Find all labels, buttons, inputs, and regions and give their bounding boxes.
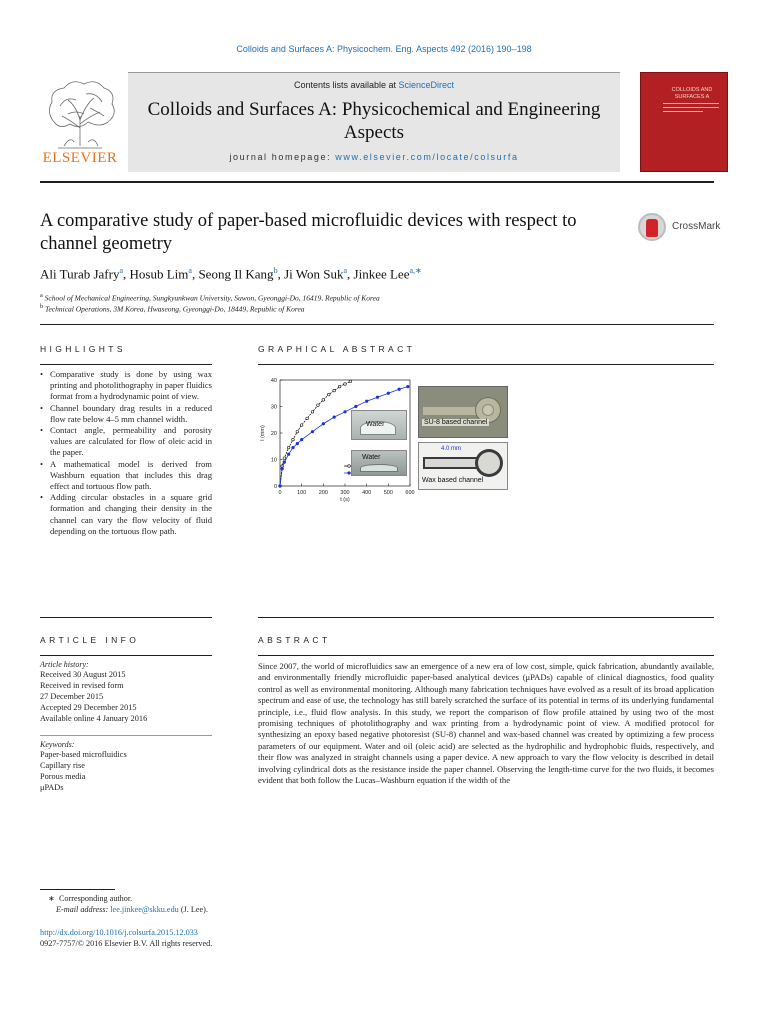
- data-point: [279, 485, 282, 488]
- data-point: [344, 383, 347, 386]
- keywords: [40, 740, 212, 793]
- history-item: 27 December 2015: [40, 692, 104, 701]
- author-name: Seong Il Kang: [198, 266, 274, 282]
- wax-channel-label: Wax based channel: [422, 477, 484, 484]
- author-affil-mark[interactable]: b: [273, 266, 278, 275]
- abstract-text: Since 2007, the world of microfluidics saw an emergence of a new era of low cost, simple, quick fabrication, abundantly available, and environmentally friendly microfluidic paper-based analytical devices (μPADs) capable of clinical diagnostics, food quality control as well as environmental monitoring. Although many fabrication techniques have evolved as a result of its broad application spectrum and ease of use, the technology has still barely scratched the surface of its potential in terms of its underlying fundamental principle, i.e., fluid flow analysis. In this study, we report the comparison of flow profile attained by using two of the most promising techniques of photolithography and wax printing from a hydrodynamic point of view. A modified protocol for synthesizing an epoxy based negative photoresist (SU-8) channel and wax-based channel was created by optimizing a few process parameters of our equipment. Water and oil (oleic acid) are selected as the hydrophilic and hydrophobic fluids, respectively, and their flow was analyzed in straight channels using a paper device. A new approach to vary the flow velocity is described in detail involving cylindrical dots as the resistance inside the paper channel. Observing the length-time curve for the two fluids, it becomes evident that both follow the Lucas–Washburn equation if the width of the: [258, 661, 714, 786]
- droplet-label: Water: [362, 454, 381, 461]
- corresponding-author-note: ∗ Corresponding author.: [48, 894, 133, 903]
- crossmark-icon: [638, 213, 666, 241]
- data-point: [296, 430, 299, 433]
- cover-rule: [663, 103, 719, 104]
- data-point: [365, 400, 368, 403]
- crossmark-label: CrossMark: [672, 221, 721, 232]
- y-tick-label: 10: [270, 457, 277, 464]
- data-point: [300, 424, 303, 427]
- affiliation: $^a$ School of Mechanical Engineering, Sungkyunkwan University, Suwon, Gyeonggi-Do, 16419, Republic of Korea: [40, 292, 380, 303]
- elsevier-wordmark: ELSEVIER: [42, 150, 118, 166]
- highlights-list: [40, 369, 212, 537]
- data-point: [349, 380, 352, 383]
- data-point: [344, 411, 347, 414]
- data-point: [300, 438, 303, 441]
- data-point: [306, 417, 309, 420]
- email-note: E-mail address: lee.jinkee@skku.edu (J. Lee).: [56, 905, 208, 914]
- email-link[interactable]: lee.jinkee@skku.edu: [110, 905, 179, 914]
- journal-citation[interactable]: Colloids and Surfaces A: Physicochem. Eng. Aspects 492 (2016) 190–198: [236, 44, 532, 54]
- cover-title: COLLOIDS AND SURFACES A: [671, 87, 713, 100]
- x-tick-label: 500: [383, 490, 393, 496]
- channel-width-label: 4.0 mm: [441, 446, 462, 452]
- contents-prefix: Contents lists available at: [293, 80, 399, 90]
- data-point: [355, 405, 358, 408]
- cover-rule: [663, 111, 703, 112]
- x-tick-label: 200: [318, 490, 328, 496]
- data-point: [283, 461, 286, 464]
- section-rule: [40, 364, 212, 365]
- author-name: Ali Turab Jafry: [40, 266, 120, 282]
- contact-angle-photo-bottom: [351, 450, 407, 476]
- data-point: [338, 385, 341, 388]
- journal-title: Colloids and Surfaces A: Physicochemical and Engineering Aspects: [147, 99, 601, 143]
- graphical-abstract: [258, 368, 714, 508]
- affiliation: $^b$ Technical Operations, 3M Korea, Hwaseong, Gyeonggi-Do, 18449, Republic of Korea: [40, 303, 305, 314]
- wax-channel-photo: [418, 442, 508, 490]
- sciencedirect-link[interactable]: ScienceDirect: [398, 80, 455, 90]
- legend-marker: [348, 465, 351, 468]
- data-point: [287, 453, 290, 456]
- author-affil-mark[interactable]: a: [343, 266, 348, 275]
- data-point: [322, 399, 325, 402]
- history-item: Available online 4 January 2016: [40, 714, 148, 723]
- highlight-item: • Adding circular obstacles in a square grid formation and changing their density in the channel can vary the flow velocity of fluid depending on the tortuous flow path.: [40, 492, 212, 537]
- section-rule: [40, 617, 212, 618]
- data-point: [398, 388, 401, 391]
- copyright-notice: 0927-7757/© 2016 Elsevier B.V. All rights reserved.: [40, 939, 213, 948]
- data-point: [296, 442, 299, 445]
- section-rule: [258, 655, 714, 656]
- data-point: [333, 389, 336, 392]
- droplet-label: Water: [366, 421, 385, 428]
- graphical-abstract-heading: GRAPHICAL ABSTRACT: [258, 344, 416, 354]
- highlight-item: • Comparative study is done by using wax printing and photolithography in paper fluidics format from a hydrodynamic point of view.: [40, 369, 212, 403]
- contents-line: [128, 80, 620, 90]
- article-title: A comparative study of paper-based microfluidic devices with respect to channel geometry: [40, 211, 577, 254]
- header-rule: [40, 181, 714, 183]
- data-point: [287, 446, 290, 449]
- x-axis-label: t (s): [340, 497, 350, 503]
- data-point: [292, 438, 295, 441]
- section-rule: [258, 364, 714, 365]
- y-axis-label: l (mm): [260, 425, 266, 441]
- legend-marker: [348, 472, 351, 475]
- author-affil-mark[interactable]: a: [188, 266, 192, 275]
- author-name: Hosub Lim: [129, 266, 189, 282]
- x-tick-label: 300: [340, 490, 350, 496]
- data-point: [311, 430, 314, 433]
- cover-rule: [663, 107, 719, 108]
- data-point: [311, 411, 314, 414]
- su8-channel-label: SU-8 based channel: [424, 419, 488, 426]
- abstract-heading: ABSTRACT: [258, 635, 331, 645]
- footnote-rule: [40, 889, 115, 890]
- history-item: Accepted 29 December 2015: [40, 703, 137, 712]
- author-list: Ali Turab Jafry$^a$, Hosub Lim$^a$, Seong Il Kang$^b$, Ji Won Suk$^a$, Jinkee Lee$^{a,∗}$: [40, 266, 422, 282]
- homepage-link[interactable]: www.elsevier.com/locate/colsurfa: [335, 152, 519, 162]
- keyword-item: Capillary rise: [40, 761, 85, 770]
- article-history: [40, 660, 212, 724]
- section-rule: [40, 324, 714, 325]
- su8-channel-photo: [418, 386, 508, 438]
- highlight-item: • Contact angle, permeability and porosity values are calculated for flow of oleic acid in the paper.: [40, 425, 212, 459]
- series-line: [280, 381, 350, 486]
- doi-link[interactable]: http://dx.doi.org/10.1016/j.colsurfa.2015.12.033: [40, 928, 198, 937]
- y-tick-label: 30: [270, 404, 277, 411]
- data-point: [333, 416, 336, 419]
- data-point: [322, 422, 325, 425]
- history-item: Received in revised form: [40, 681, 124, 690]
- keyword-item: μPADs: [40, 783, 64, 792]
- x-tick-label: 100: [297, 490, 307, 496]
- author-affil-mark[interactable]: a,∗: [409, 266, 422, 275]
- data-point: [281, 467, 284, 470]
- author-affil-mark[interactable]: a: [119, 266, 124, 275]
- homepage-prefix: journal homepage:: [229, 152, 336, 162]
- history-item: Received 30 August 2015: [40, 670, 126, 679]
- data-point: [317, 404, 320, 407]
- keywords-label: Keywords:: [40, 740, 75, 749]
- data-point: [376, 396, 379, 399]
- section-rule: [40, 655, 212, 656]
- data-point: [387, 392, 390, 395]
- highlights-heading: HIGHLIGHTS: [40, 344, 126, 354]
- y-tick-label: 20: [270, 431, 277, 437]
- article-info-heading: ARTICLE INFO: [40, 635, 140, 645]
- y-tick-label: 0: [273, 484, 277, 490]
- section-rule: [258, 617, 714, 618]
- keyword-item: Paper-based microfluidics: [40, 750, 127, 759]
- data-point: [283, 457, 286, 460]
- article-history-label: Article history:: [40, 660, 89, 669]
- highlight-item: • Channel boundary drag results in a reduced flow rate below 4–5 mm channel width.: [40, 403, 212, 425]
- keyword-item: Porous media: [40, 772, 86, 781]
- x-tick-label: 400: [362, 490, 372, 496]
- data-point: [407, 385, 410, 388]
- author-name: Jinkee Lee: [353, 266, 410, 282]
- contact-angle-photo-top: [351, 410, 407, 440]
- data-point: [327, 393, 330, 396]
- data-point: [292, 446, 295, 449]
- section-rule: [40, 735, 212, 736]
- y-tick-label: 40: [270, 378, 277, 384]
- journal-cover-image[interactable]: [640, 72, 728, 172]
- journal-homepage: [128, 152, 620, 162]
- crossmark-badge[interactable]: [638, 213, 728, 243]
- x-tick-label: 600: [405, 490, 415, 496]
- x-tick-label: 0: [278, 490, 282, 496]
- author-name: Ji Won Suk: [284, 266, 344, 282]
- highlight-item: • A mathematical model is derived from Washburn equation that includes this drag effect and tortuous flow path.: [40, 459, 212, 493]
